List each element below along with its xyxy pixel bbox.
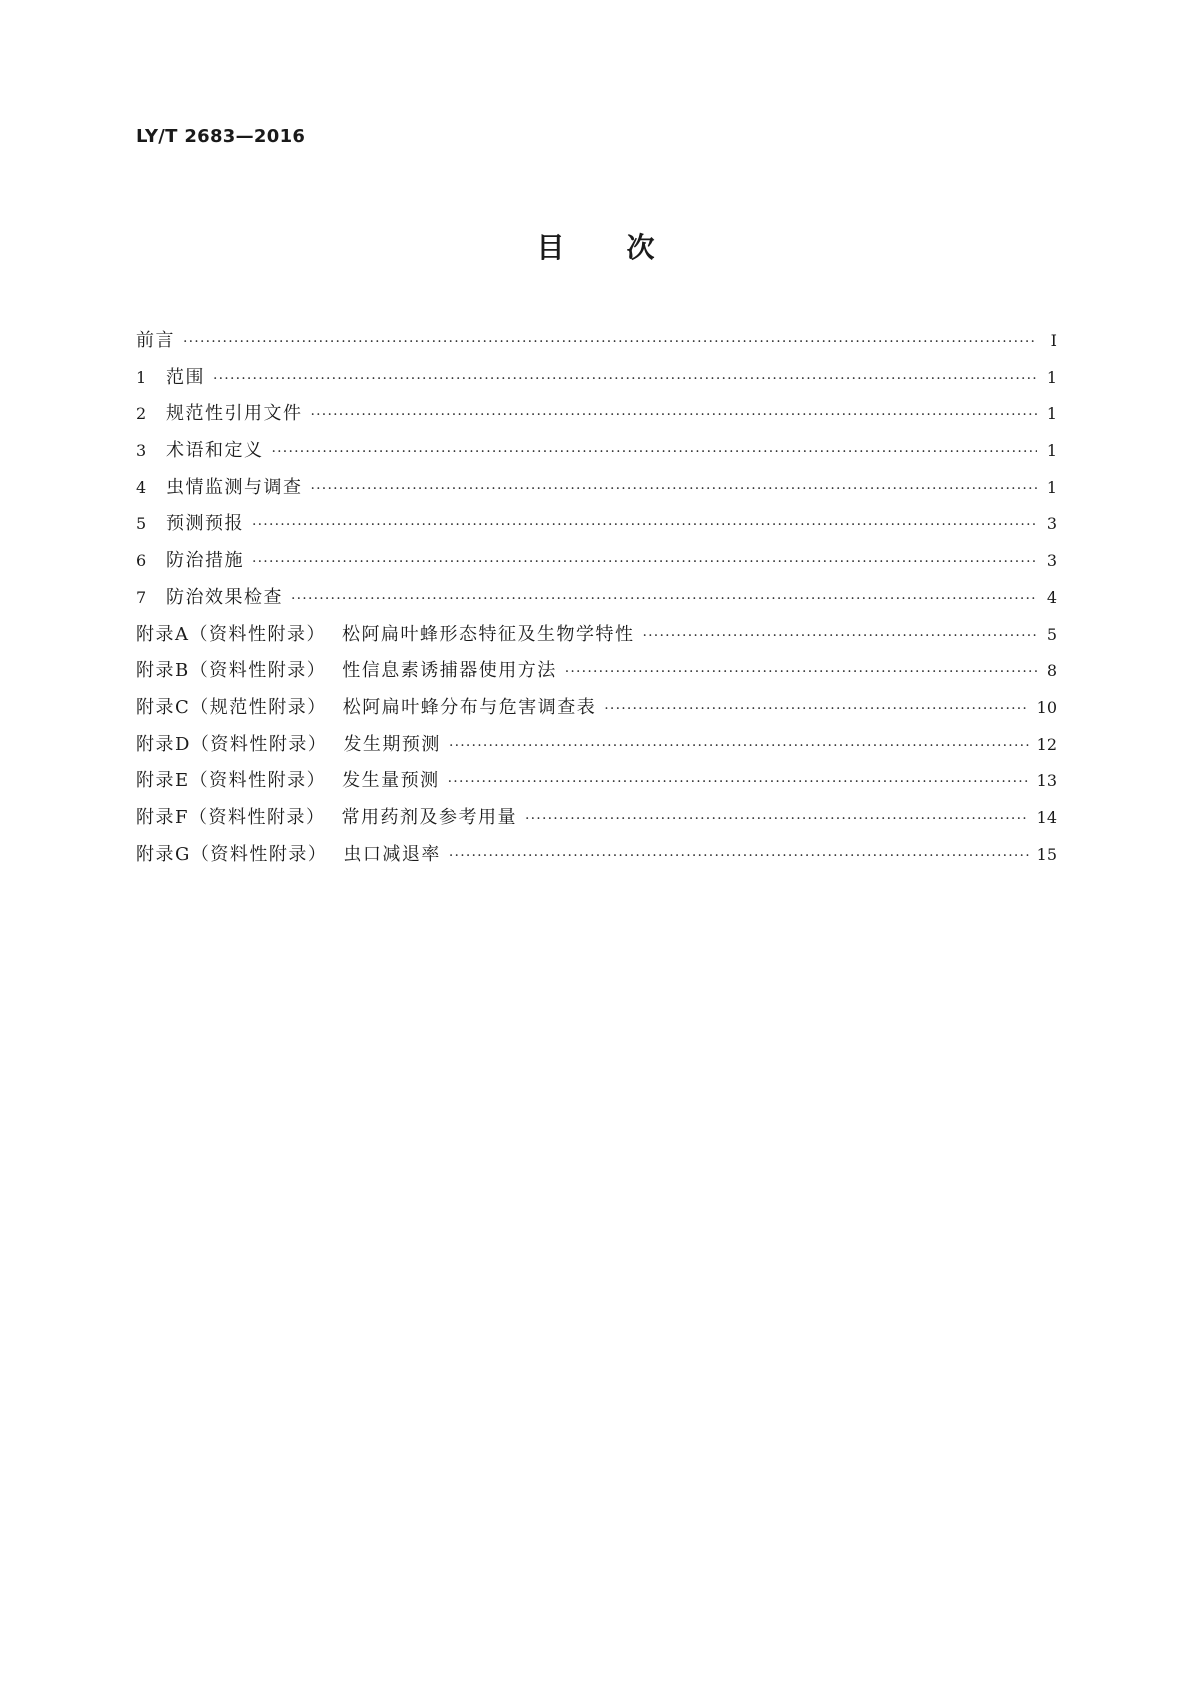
toc-entry-6[interactable] [136,543,1057,580]
toc-page-number: 15 [1036,844,1057,864]
dot-leader [449,838,1029,875]
toc-entry-appendix-b[interactable] [136,653,1057,690]
dot-leader [291,581,1037,618]
toc-entry-appendix-a[interactable] [136,617,1057,654]
toc-page-number: 5 [1046,624,1057,644]
toc-entry-appendix-g[interactable] [136,837,1057,874]
toc-entry-text: 前言 [136,330,175,351]
toc-entry-foreword[interactable] [136,323,1057,360]
toc-entry-number: 5 [136,514,147,534]
toc-entry-number: 3 [136,441,147,461]
dot-leader [449,728,1029,765]
toc-page-number: 10 [1036,697,1057,717]
dot-leader [604,691,1028,728]
toc-entry-2[interactable] [136,396,1057,433]
toc-entry-text: 预测预报 [166,513,244,535]
toc-entry-7[interactable] [136,580,1057,617]
appendix-title: 松阿扁叶蜂分布与危害调查表 [342,696,597,718]
appendix-label: 附录G（资料性附录） [136,843,328,865]
toc-page-number: 3 [1046,551,1057,571]
toc-entry-1[interactable] [136,360,1057,397]
toc-entry-number: 2 [136,404,147,424]
appendix-label: 附录D（资料性附录） [136,733,328,755]
toc-entry-4[interactable] [136,470,1057,507]
dot-leader [565,654,1037,691]
toc-page-number: 4 [1046,587,1057,607]
dot-leader [643,618,1038,655]
dot-leader [525,801,1029,838]
dot-leader [213,361,1037,398]
toc-entry-appendix-e[interactable] [136,763,1057,800]
appendix-title: 虫口减退率 [343,843,441,865]
appendix-label: 附录B（资料性附录） [136,660,327,682]
standard-code: LY/T 2683—2016 [136,126,306,147]
table-of-contents [136,323,1057,873]
toc-entry-5[interactable] [136,506,1057,543]
toc-entry-appendix-f[interactable] [136,800,1057,837]
toc-entry-number: 1 [136,367,147,387]
appendix-label: 附录A（资料性附录） [136,623,326,645]
toc-page-number: 13 [1036,771,1057,791]
toc-page-number: 14 [1036,807,1057,827]
dot-leader [252,507,1037,544]
toc-page-number: 3 [1046,514,1057,534]
toc-page-number: 1 [1046,477,1057,497]
appendix-title: 常用药剂及参考用量 [341,806,517,828]
page-title: 目次 [536,231,717,264]
appendix-label: 附录C（规范性附录） [136,696,327,718]
appendix-title: 性信息素诱捕器使用方法 [342,660,557,682]
dot-leader [272,434,1038,471]
toc-entry-3[interactable] [136,433,1057,470]
toc-entry-text: 范围 [166,366,205,388]
toc-entry-text: 防治措施 [166,550,244,572]
toc-entry-text: 虫情监测与调查 [166,476,303,498]
toc-entry-text: 规范性引用文件 [166,403,303,425]
toc-entry-text: 术语和定义 [166,440,264,462]
dot-leader [448,764,1029,801]
dot-leader [311,471,1038,508]
dot-leader [311,397,1038,434]
toc-page-number: 1 [1046,441,1057,461]
appendix-title: 松阿扁叶蜂形态特征及生物学特性 [342,623,635,645]
toc-entry-number: 7 [136,587,147,607]
toc-page-number: 8 [1046,661,1057,681]
appendix-title: 发生量预测 [342,770,440,792]
toc-entry-appendix-d[interactable] [136,727,1057,764]
appendix-title: 发生期预测 [343,733,441,755]
appendix-label: 附录E（资料性附录） [136,770,327,792]
toc-page-number: 1 [1046,404,1057,424]
toc-page-number: Ⅰ [1050,331,1057,350]
dot-leader [252,544,1037,581]
toc-entry-appendix-c[interactable] [136,690,1057,727]
toc-entry-number: 6 [136,551,147,571]
toc-page-number: 1 [1046,367,1057,387]
toc-entry-number: 4 [136,477,147,497]
toc-entry-text: 防治效果检查 [166,586,283,608]
appendix-label: 附录F（资料性附录） [136,806,326,828]
dot-leader [183,324,1037,361]
toc-page-number: 12 [1036,734,1057,754]
